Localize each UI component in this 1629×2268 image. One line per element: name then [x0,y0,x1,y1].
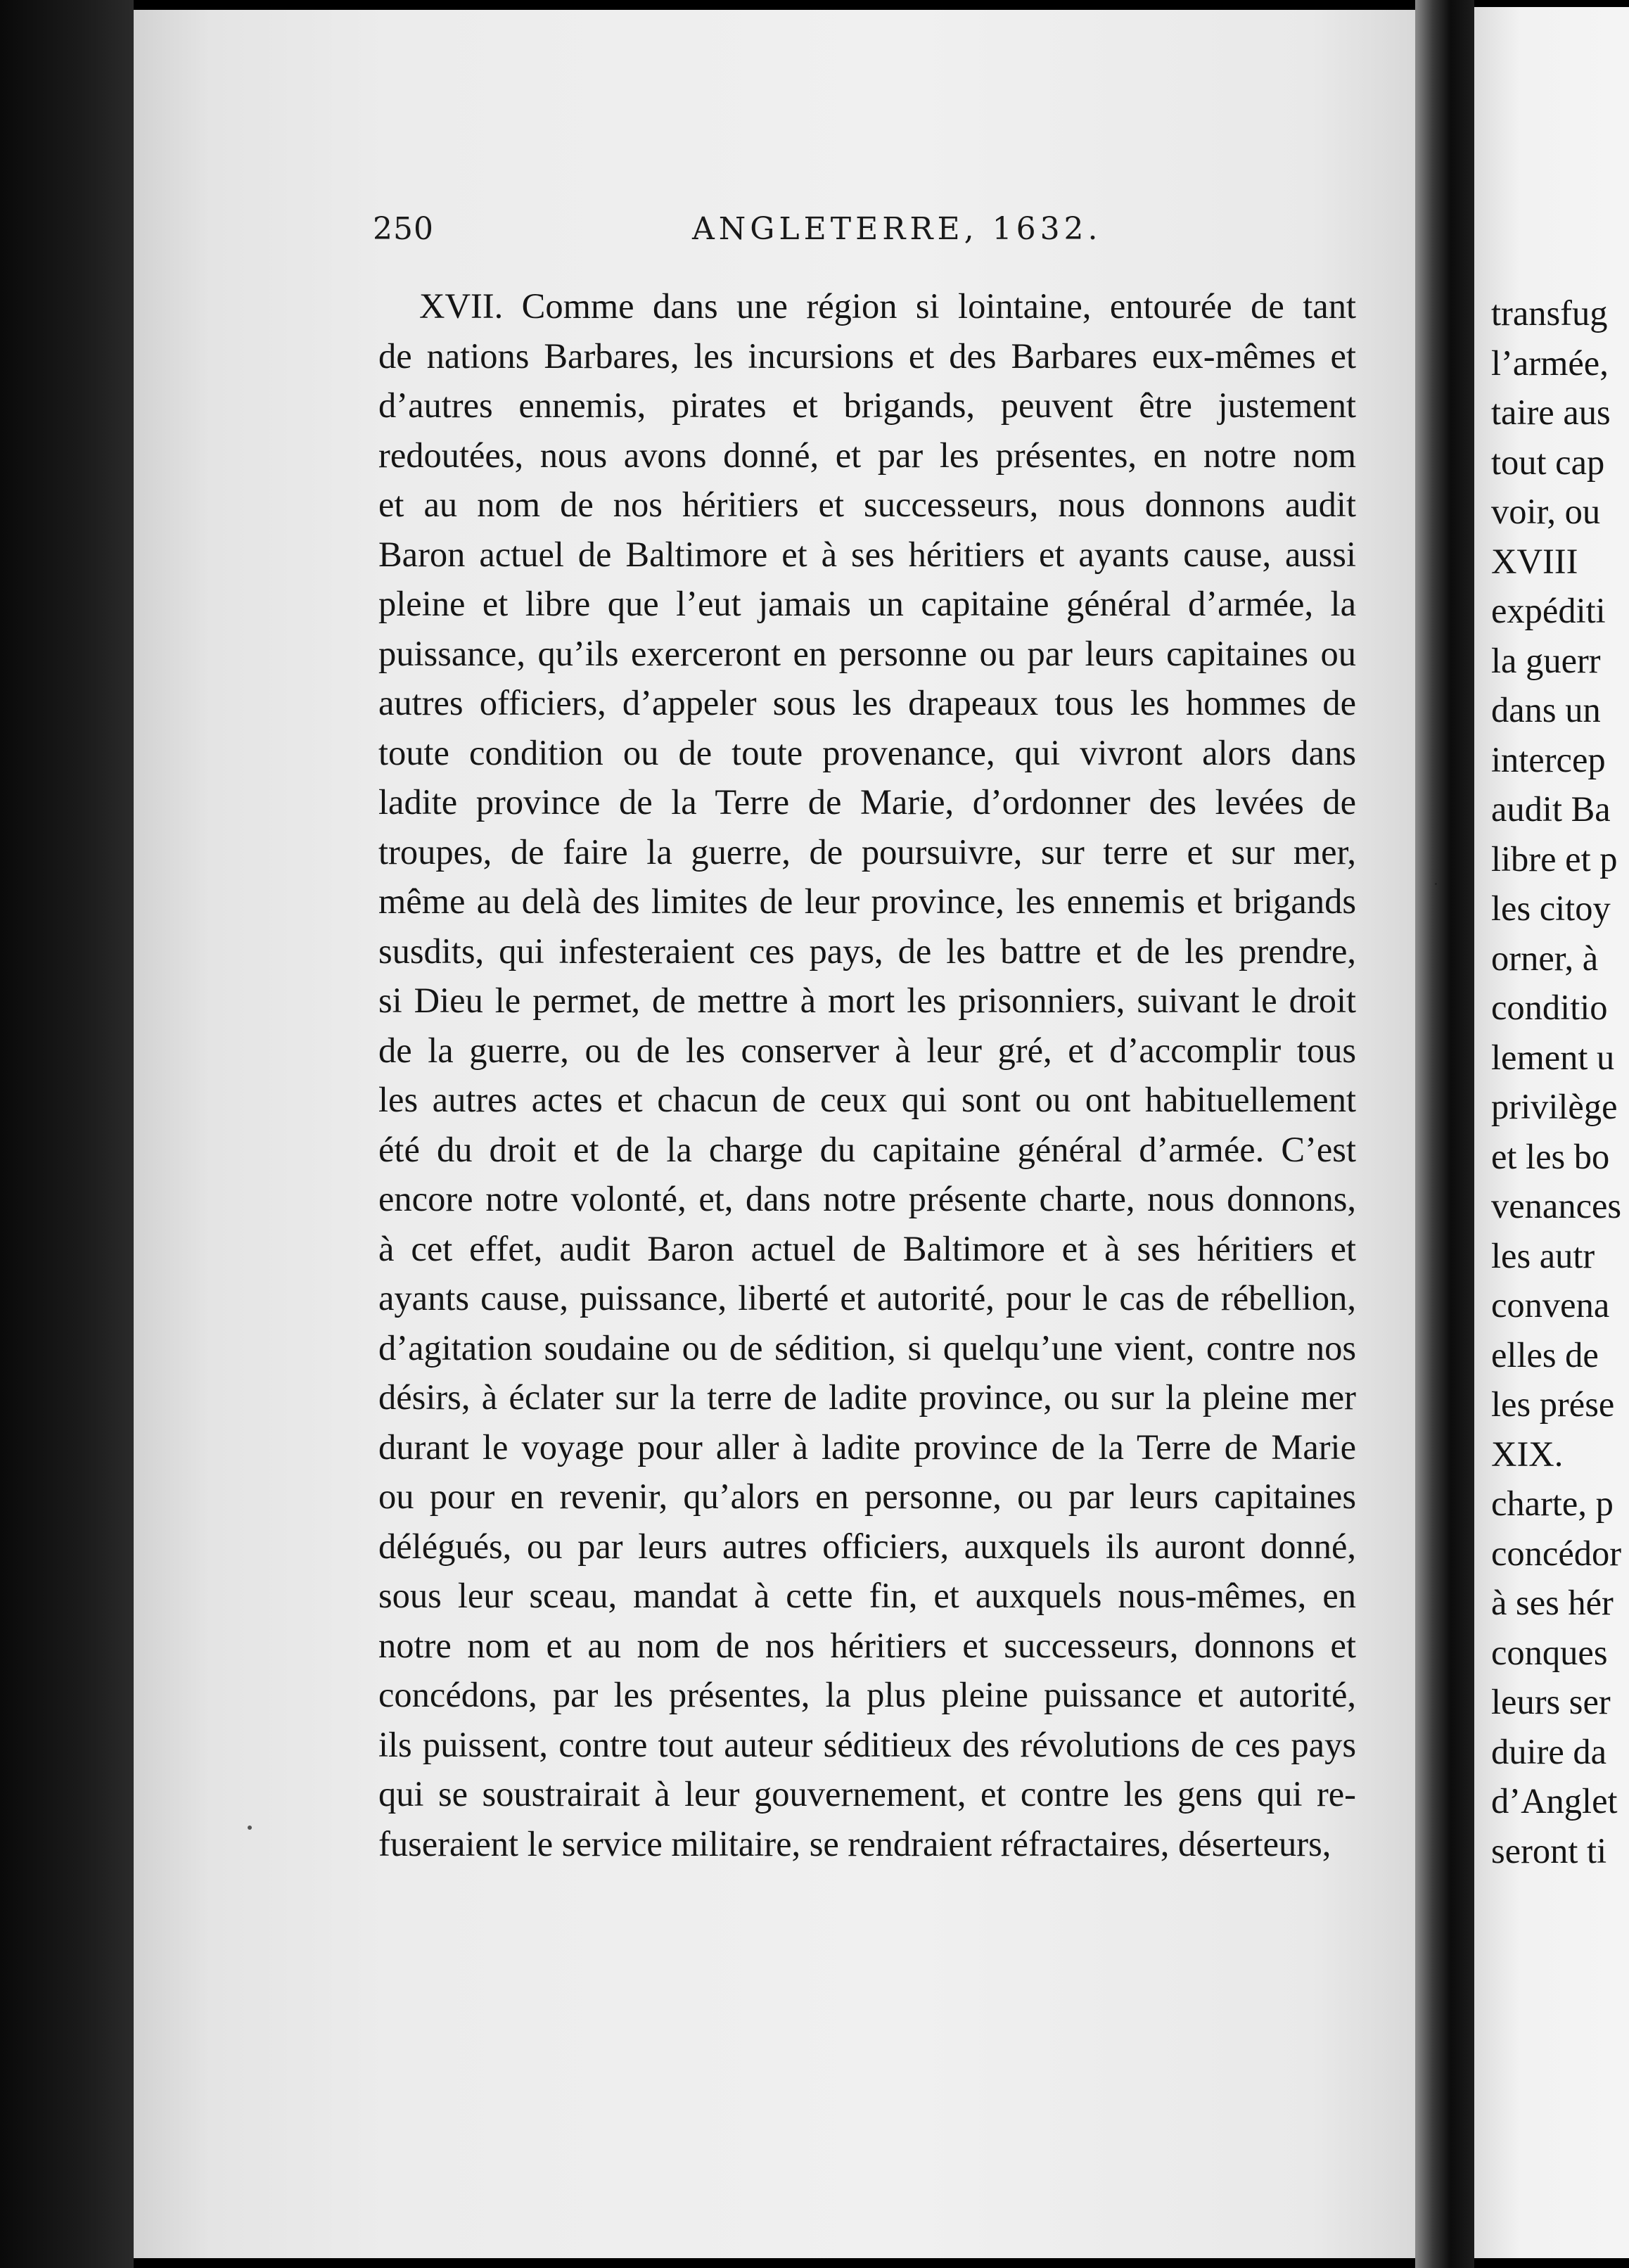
text-line: sous leur sceau, mandat à cette fin, et auxquels nous-mêmes, en [378,1576,1356,1615]
book-gutter [1415,0,1474,2268]
facing-text-fragment: convena [1491,1285,1610,1325]
facing-text-fragment: audit Ba [1491,789,1611,829]
speck [1435,883,1437,885]
facing-text-fragment: d’Anglet [1491,1781,1618,1821]
text-line: pleine et libre que l’eut jamais un capitaine général d’armée, la [378,584,1356,623]
text-line: d’agitation soudaine ou de sédition, si quelqu’une vient, contre nos [378,1327,1356,1368]
text-line: délégués, ou par leurs autres officiers, auxquels ils auront donné, [378,1526,1356,1566]
facing-text-fragment: elles de [1491,1334,1599,1375]
facing-text-fragment: XVIII [1491,541,1578,581]
text-line: fuseraient le service militaire, se rendraient réfractaires, déserteurs, [378,1823,1331,1864]
page-number: 250 [373,211,434,247]
facing-text-fragment: les autr [1491,1235,1595,1275]
facing-text-fragment: XIX. [1491,1434,1564,1474]
facing-text-fragment: à ses hér [1491,1583,1614,1622]
text-line: redoutées, nous avons donné, et par les présentes, en notre nom [378,435,1356,475]
text-line: encore notre volonté, et, dans notre présente charte, nous donnons, [378,1179,1356,1218]
facing-text-fragment: la guerr [1491,640,1601,680]
text-line: troupes, de faire la guerre, de poursuivre, sur terre et sur mer, [378,832,1356,872]
running-title: ANGLETERRE, 1632. [692,211,1102,247]
facing-text-fragment: libre et p [1491,839,1618,879]
text-line: ayants cause, puissance, liberté et autorité, pour le cas de rébellion, [378,1278,1356,1318]
facing-page [1474,7,1629,2258]
text-line: si Dieu le permet, de mettre à mort les prisonniers, suivant le droit [378,981,1356,1020]
text-line: à cet effet, audit Baron actuel de Baltimore et à ses héritiers et [378,1228,1356,1268]
text-line: ils puissent, contre tout auteur séditieux des révolutions de ces pays [378,1724,1356,1764]
text-line: de nations Barbares, les incursions et des Barbares eux-mêmes et [378,336,1356,376]
facing-text-fragment: duire da [1491,1731,1607,1771]
facing-text-fragment: leurs ser [1491,1682,1611,1721]
facing-text-fragment: intercep [1491,739,1606,779]
running-header [373,211,1358,260]
text-line: et au nom de nos héritiers et successeurs, nous donnons audit [378,485,1356,524]
facing-text-fragment: taire aus [1491,393,1611,432]
text-line: puissance, qu’ils exerceront en personne ou par leurs capitaines ou [378,633,1356,673]
text-line: désirs, à éclater sur la terre de ladite province, ou sur la pleine mer [378,1377,1356,1417]
facing-text-fragment: voir, ou [1491,492,1601,531]
text-line: ou pour en revenir, qu’alors en personne, ou par leurs capitaines [378,1477,1356,1516]
facing-text-fragment: tout cap [1491,442,1605,482]
facing-text-fragment: orner, à [1491,938,1599,978]
text-line: notre nom et au nom de nos héritiers et successeurs, donnons et [378,1625,1356,1665]
facing-text-fragment: seront ti [1491,1830,1607,1871]
text-line: de la guerre, ou de les conserver à leur gré, et d’accomplir tous [378,1030,1356,1070]
text-line: autres officiers, d’appeler sous les drapeaux tous les hommes de [378,683,1356,722]
text-line: qui se soustrairait à leur gouvernement, et contre les gens qui re- [378,1774,1356,1814]
facing-text-fragment: venances [1491,1186,1622,1225]
text-line: toute condition ou de toute provenance, qui vivront alors dans [378,732,1356,772]
facing-text-fragment: concédor [1491,1533,1622,1573]
facing-text-fragment: les citoy [1491,888,1611,928]
facing-text-fragment: l’armée, [1491,343,1609,383]
text-line: XVII. Comme dans une région si lointaine, entourée de tant [419,286,1356,326]
facing-text-fragment: lement u [1491,1037,1615,1077]
text-line: ladite province de la Terre de Marie, d’ordonner des levées de [378,782,1356,822]
body-text [378,281,1356,1868]
text-line: même au delà des limites de leur province, les ennemis et brigands [378,881,1356,921]
facing-text-fragment: dans un [1491,690,1601,730]
facing-text-fragment: les prése [1491,1384,1615,1424]
facing-text-fragment: expéditi [1491,591,1606,630]
facing-text-fragment: privilège [1491,1087,1618,1126]
text-line: d’autres ennemis, pirates et brigands, peuvent être justement [378,386,1356,425]
scan-border-left [0,0,134,2268]
facing-text-fragment: charte, p [1491,1484,1614,1523]
text-line: durant le voyage pour aller à ladite province de la Terre de Marie [378,1427,1356,1467]
text-line: Baron actuel de Baltimore et à ses héritiers et ayants cause, aussi [378,534,1356,574]
facing-text-fragment: transfug [1491,293,1608,333]
text-line: concédons, par les présentes, la plus pleine puissance et autorité, [378,1675,1356,1714]
facing-page-text [1491,288,1629,1875]
facing-text-fragment: conditio [1491,988,1608,1027]
text-line: les autres actes et chacun de ceux qui sont ou ont habituellement [378,1080,1356,1119]
speck [248,1826,252,1830]
facing-text-fragment: conques [1491,1632,1608,1672]
facing-text-fragment: et les bo [1491,1136,1610,1176]
text-line: été du droit et de la charge du capitaine général d’armée. C’est [378,1129,1356,1169]
text-line: susdits, qui infesteraient ces pays, de les battre et de les prendre, [378,931,1356,971]
